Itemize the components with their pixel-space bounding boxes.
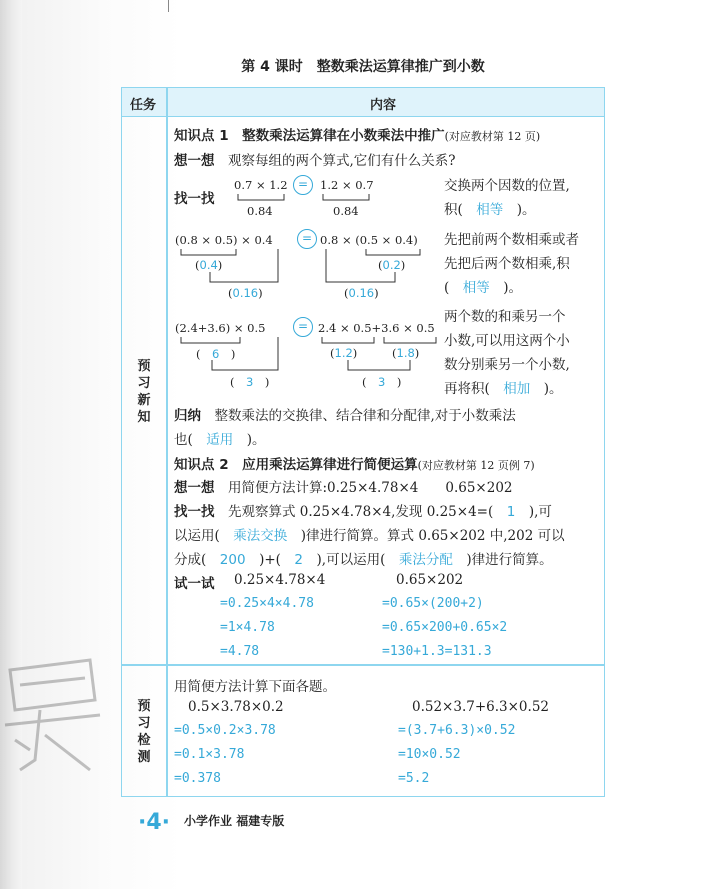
answer: 适用 (206, 432, 234, 448)
row3-right-inner2: (1.8) (392, 346, 420, 360)
row1-right-val: 0.84 (333, 204, 359, 218)
text: )。 (543, 381, 563, 397)
try-right-1: =0.65×(200+2) (382, 596, 484, 611)
kp2-find2 (174, 524, 565, 544)
test-left-3: =0.378 (174, 771, 221, 786)
test-right-0: 0.52×3.7+6.3×0.52 (412, 699, 549, 715)
answer: 1 (506, 504, 516, 520)
answer: 0.2 (382, 258, 401, 272)
row1-left: 0.7 × 1.2 (234, 178, 288, 192)
answer: 1.2 (334, 346, 353, 360)
section-char: 检 (137, 733, 151, 748)
think-label: 想一想 (174, 153, 215, 169)
bracket (384, 337, 436, 343)
answer: 200 (219, 552, 246, 568)
try-left-1: =0.25×4×4.78 (220, 596, 314, 611)
row3-desc3: 数分别乘另一个小数, (444, 357, 570, 373)
row1-right: 1.2 × 0.7 (320, 178, 374, 192)
try-right-2: =0.65×200+0.65×2 (382, 620, 508, 635)
think-label: 想一想 (174, 480, 215, 496)
header-task: 任务 (130, 98, 157, 113)
section-char: 习 (137, 376, 151, 391)
kp1-ref: (对应教材第 12 页) (444, 130, 541, 143)
row3-left: (2.4+3.6) × 0.5 (175, 321, 266, 335)
try-left-0: 0.25×4.78×4 (234, 572, 326, 588)
answer: 2 (294, 552, 304, 568)
footer-text: 小学作业 福建专版 (184, 814, 285, 828)
text: 分成( (174, 552, 207, 568)
row2-desc2: 先把后两个数相乘,积 (444, 256, 570, 272)
row2-left: (0.8 × 0.5) × 0.4 (175, 233, 273, 247)
row3-right: 2.4 × 0.5+3.6 × 0.5 (318, 321, 435, 335)
row1-left-val: 0.84 (247, 204, 273, 218)
bracket (210, 249, 278, 282)
kp1-title: 知识点 1 整数乘法运算律在小数乘法中推广 (174, 128, 445, 144)
row3-desc2: 小数,可以用这两个小 (444, 333, 570, 349)
text: )。 (503, 280, 523, 296)
answer: 乘法交换 (233, 528, 288, 544)
kp2-ref: (对应教材第 12 页例 7) (417, 459, 535, 472)
row2-desc1: 先把前两个数相乘或者 (444, 232, 579, 248)
kp2-find1 (174, 500, 552, 520)
bracket (322, 337, 374, 343)
text: )。 (516, 202, 536, 218)
equals-circle: = (293, 175, 313, 195)
row2-right-val: (0.16) (344, 286, 379, 300)
bracket (181, 337, 240, 343)
text: ( (444, 280, 450, 296)
bracket (212, 337, 278, 370)
kp1-find-label: 找一找 (174, 191, 215, 207)
answer: 0.16 (348, 286, 375, 300)
test-left-0: 0.5×3.78×0.2 (188, 699, 284, 715)
page-number: ·4· (138, 810, 171, 835)
try-right-0: 0.65×202 (396, 572, 464, 588)
answer: 乘法分配 (398, 552, 453, 568)
bracket (238, 194, 284, 200)
answer: 6 (212, 347, 220, 361)
bracket (326, 249, 395, 282)
summary-line1 (174, 404, 516, 424)
test-left-2: =0.1×3.78 (174, 747, 245, 762)
test-right-3: =5.2 (398, 771, 430, 786)
try-left-2: =1×4.78 (220, 620, 275, 635)
row2-right: 0.8 × (0.5 × 0.4) (320, 233, 418, 247)
answer: 1.8 (396, 346, 415, 360)
section-char: 习 (137, 716, 151, 731)
text: ),可以运用( (316, 552, 386, 568)
row2-right-inner: (0.2) (378, 258, 406, 272)
test-intro: 用简便方法计算下面各题。 (174, 679, 336, 695)
find-label: 找一找 (174, 504, 215, 520)
text: 先观察算式 0.25×4.78×4,发现 0.25×4=( (228, 504, 494, 520)
row2-left-val: (0.16) (228, 286, 263, 300)
row3-desc1: 两个数的和乘另一个 (444, 309, 566, 325)
section-char: 新 (137, 393, 151, 408)
bracket (366, 249, 420, 255)
text: ),可 (528, 504, 552, 520)
answer: 0.16 (232, 286, 259, 300)
page-number-value: 4 (146, 810, 162, 835)
section-char: 预 (137, 699, 151, 714)
summary-label: 归纳 (174, 408, 201, 424)
text: )律进行简算。 (466, 552, 553, 568)
text: )+( (259, 552, 281, 568)
think-text: 用简便方法计算:0.25×4.78×4 0.65×202 (228, 480, 513, 496)
row3-left-val: ( 3 ) (230, 375, 270, 389)
text: 整数乘法的交换律、结合律和分配律,对于小数乘法 (214, 408, 516, 424)
text: )律进行简算。算式 0.65×202 中,202 可以 (300, 528, 565, 544)
section-char: 预 (137, 359, 151, 374)
row3-right-inner1: (1.2) (330, 346, 358, 360)
answer: 相等 (462, 280, 490, 296)
test-right-2: =10×0.52 (398, 747, 461, 762)
header-content: 内容 (370, 98, 397, 113)
test-right-1: =(3.7+6.3)×0.52 (398, 723, 516, 738)
kp2-think (174, 476, 513, 496)
section-char: 知 (137, 410, 151, 425)
think-text: 观察每组的两个算式,它们有什么关系? (228, 153, 456, 169)
row1-desc1: 交换两个因数的位置, (444, 178, 570, 194)
equals-circle: = (293, 317, 313, 337)
row3-left-inner: ( 6 ) (196, 347, 236, 361)
text: 积( (444, 202, 463, 218)
row2-left-inner: (0.4) (195, 258, 223, 272)
text: 以运用( (174, 528, 220, 544)
kp2-title: 知识点 2 应用乘法运算律进行简便运算 (174, 457, 418, 473)
equals-circle: = (297, 229, 317, 249)
section-char: 测 (137, 750, 151, 765)
text: 也( (174, 432, 193, 448)
answer: 相等 (476, 202, 504, 218)
text: )。 (246, 432, 266, 448)
row3-right-val: ( 3 ) (362, 375, 402, 389)
page-footer (138, 810, 284, 835)
summary-line2 (174, 428, 266, 448)
answer: 0.4 (199, 258, 218, 272)
bracket (181, 249, 236, 255)
answer: 3 (246, 375, 254, 389)
text: 再将积( (444, 381, 490, 397)
kp2-find3 (174, 548, 553, 568)
bracket (348, 360, 410, 370)
try-left-3: =4.78 (220, 644, 260, 659)
bracket (323, 194, 369, 200)
test-left-1: =0.5×0.2×3.78 (174, 723, 276, 738)
lesson-title: 第 4 课时 整数乘法运算律推广到小数 (241, 59, 485, 75)
try-right-3: =130+1.3=131.3 (382, 644, 492, 659)
answer: 3 (378, 375, 386, 389)
try-label: 试一试 (174, 576, 215, 592)
watermark-stamp (0, 640, 120, 780)
answer: 相加 (503, 381, 531, 397)
kp2-heading (174, 453, 535, 473)
